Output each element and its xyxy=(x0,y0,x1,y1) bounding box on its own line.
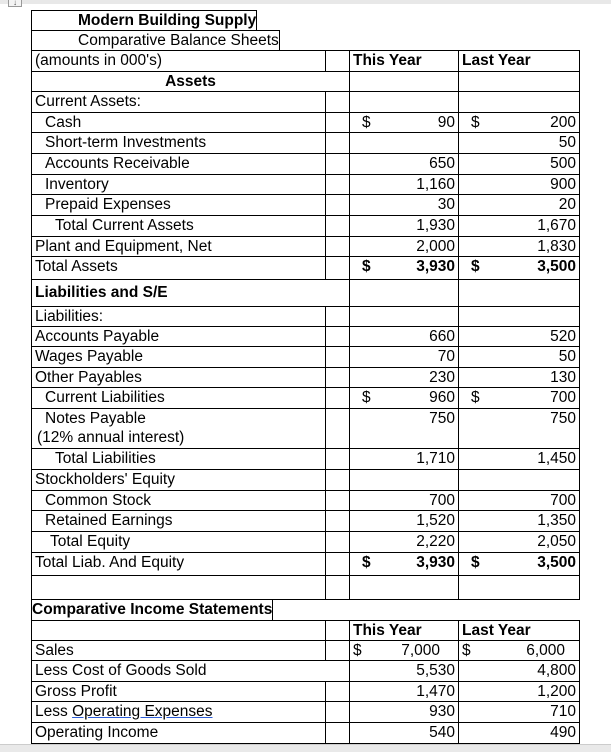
table-row xyxy=(32,307,580,327)
cell-value: 750 xyxy=(429,410,455,427)
last-year-value[interactable] xyxy=(458,681,580,702)
row-label[interactable] xyxy=(31,256,326,280)
this-year-value[interactable] xyxy=(349,531,459,553)
last-year-value[interactable] xyxy=(458,490,580,511)
this-year-value[interactable] xyxy=(349,490,459,511)
spacer-cell[interactable] xyxy=(325,640,350,661)
row-label[interactable] xyxy=(31,306,326,327)
row-label-text: Total Liab. And Equity xyxy=(35,554,185,571)
table-row xyxy=(32,388,580,409)
last-year-value[interactable] xyxy=(458,346,580,368)
row-label[interactable] xyxy=(31,490,326,511)
empty-cell[interactable] xyxy=(458,469,580,491)
cell-value: 500 xyxy=(550,155,576,172)
this-year-value[interactable] xyxy=(349,236,459,257)
row-label-text: Total Equity xyxy=(50,533,131,550)
row-label[interactable]: Less Operating Expenses xyxy=(31,701,326,723)
cell-value: 700 xyxy=(550,389,576,406)
row-label-text: Notes Payable xyxy=(45,410,146,427)
row-label[interactable]: Less Cost of Goods Sold xyxy=(31,660,350,682)
spacer-cell[interactable] xyxy=(325,326,350,347)
this-year-value[interactable] xyxy=(349,367,459,388)
row-label-text: Stockholders' Equity xyxy=(35,471,175,488)
cell-value: 6,000 xyxy=(526,642,565,659)
row-label[interactable]: Operating Income xyxy=(31,722,326,744)
company-name[interactable]: Modern Building Supply xyxy=(31,10,257,31)
section-heading-liabilities[interactable]: Liabilities and S/E xyxy=(31,279,350,307)
row-label[interactable] xyxy=(31,367,326,388)
row-label[interactable] xyxy=(31,112,326,133)
table-row xyxy=(32,216,580,237)
this-year-value[interactable] xyxy=(349,510,459,532)
last-year-value[interactable] xyxy=(458,640,580,661)
spacer-cell[interactable] xyxy=(325,112,350,133)
row-label[interactable] xyxy=(31,326,326,347)
table-row xyxy=(32,368,580,388)
grammar-underline: Operating Expenses xyxy=(72,703,213,720)
income-title-row xyxy=(32,600,580,621)
last-year-value[interactable] xyxy=(458,132,580,154)
income-row xyxy=(32,682,580,702)
cell-value: 2,220 xyxy=(416,533,455,550)
row-label[interactable] xyxy=(31,215,326,237)
table-row xyxy=(32,113,580,133)
this-year-value[interactable] xyxy=(349,722,459,744)
last-year-value[interactable] xyxy=(458,174,580,195)
last-year-value[interactable] xyxy=(458,387,580,409)
row-label[interactable] xyxy=(31,408,326,449)
row-label-text: Total Current Assets xyxy=(55,217,194,234)
row-label-text: Other Payables xyxy=(35,369,142,386)
column-header-row xyxy=(32,51,580,72)
this-year-value[interactable] xyxy=(349,701,459,723)
table-row xyxy=(32,491,580,511)
spacer-cell[interactable] xyxy=(325,387,350,409)
currency-symbol: $ xyxy=(362,258,371,275)
row-label-text: Liabilities: xyxy=(35,308,104,325)
cell-value: 200 xyxy=(550,114,576,131)
last-year-value[interactable] xyxy=(458,367,580,388)
this-year-value[interactable] xyxy=(349,215,459,237)
units-note[interactable]: (amounts in 000's) xyxy=(31,50,326,72)
currency-symbol: $ xyxy=(362,554,371,571)
row-label[interactable]: Gross Profit xyxy=(31,681,326,702)
cell-value: 520 xyxy=(550,328,576,345)
last-year-value[interactable] xyxy=(458,510,580,532)
last-year-value[interactable] xyxy=(458,660,580,682)
blank-cell[interactable] xyxy=(31,620,326,641)
table-row xyxy=(32,72,580,92)
cell-value: 50 xyxy=(558,134,576,151)
spacer-cell[interactable] xyxy=(325,448,350,470)
row-label[interactable] xyxy=(31,510,326,532)
last-year-value[interactable] xyxy=(458,408,580,449)
table-row xyxy=(32,327,580,347)
currency-symbol: $ xyxy=(471,389,480,406)
currency-symbol: $ xyxy=(462,642,471,659)
cell-value: 1,200 xyxy=(537,683,576,700)
cell-value: 930 xyxy=(429,703,455,720)
cell-value: 70 xyxy=(437,348,455,365)
last-year-value[interactable] xyxy=(458,701,580,723)
spacer-cell[interactable] xyxy=(325,346,350,368)
income-row xyxy=(32,702,580,723)
cell-value: 1,450 xyxy=(537,450,576,467)
last-year-value[interactable] xyxy=(458,552,580,576)
col-this-year[interactable]: This Year xyxy=(349,620,459,641)
empty-cell[interactable] xyxy=(458,71,580,92)
table-row xyxy=(32,409,580,449)
cell-value: 130 xyxy=(550,369,576,386)
row-label-text: Prepaid Expenses xyxy=(45,196,171,213)
this-year-value[interactable] xyxy=(349,552,459,576)
this-year-value[interactable] xyxy=(349,681,459,702)
spacer-cell[interactable] xyxy=(325,306,350,327)
empty-cell[interactable] xyxy=(458,306,580,327)
table-row xyxy=(32,154,580,175)
table-row xyxy=(32,195,580,216)
table-row xyxy=(32,133,580,154)
spacer-cell[interactable] xyxy=(325,681,350,702)
row-label-text: Accounts Receivable xyxy=(45,155,190,172)
row-label-text: Current Liabilities xyxy=(45,389,165,406)
this-year-value[interactable] xyxy=(349,256,459,280)
cell-value: 1,710 xyxy=(416,450,455,467)
row-label-text: Accounts Payable xyxy=(35,328,160,345)
this-year-value[interactable] xyxy=(349,640,459,661)
this-year-value[interactable] xyxy=(349,132,459,154)
row-label-text: Inventory xyxy=(45,176,109,193)
row-label-text: Total Liabilities xyxy=(55,450,156,467)
row-label[interactable]: Sales xyxy=(31,640,326,661)
last-year-value[interactable] xyxy=(458,531,580,553)
currency-symbol: $ xyxy=(471,114,480,131)
cell-value: 650 xyxy=(429,155,455,172)
cell-value: 7,000 xyxy=(401,642,440,659)
cell-value: 540 xyxy=(429,724,455,741)
last-year-value[interactable] xyxy=(458,112,580,133)
row-label[interactable] xyxy=(31,91,326,113)
cell-value: 30 xyxy=(437,196,455,213)
cell-value: 20 xyxy=(558,196,576,213)
empty-cell[interactable] xyxy=(349,71,459,92)
cell-value: 1,470 xyxy=(416,683,455,700)
row-label-text: Total Assets xyxy=(35,258,118,275)
spacer-cell[interactable] xyxy=(325,194,350,216)
row-label[interactable] xyxy=(31,387,326,409)
col-last-year[interactable]: Last Year xyxy=(458,620,580,641)
spacer-cell[interactable] xyxy=(325,722,350,744)
cell-value: 960 xyxy=(429,389,455,406)
currency-symbol: $ xyxy=(353,642,362,659)
table-row xyxy=(32,449,580,470)
row-label-text: Plant and Equipment, Net xyxy=(35,238,212,255)
cell-value: 710 xyxy=(550,703,576,720)
spacer-cell[interactable] xyxy=(325,620,350,641)
empty-cell[interactable] xyxy=(349,279,459,307)
last-year-value[interactable] xyxy=(458,236,580,257)
income-header-row xyxy=(32,621,580,641)
subtitle-row xyxy=(32,31,580,51)
cell-value: 3,500 xyxy=(537,554,576,571)
last-year-value[interactable] xyxy=(458,326,580,347)
currency-symbol: $ xyxy=(471,554,480,571)
row-label[interactable] xyxy=(31,552,326,576)
cell-value: 2,050 xyxy=(537,533,576,550)
row-label-text: Cash xyxy=(45,114,82,131)
cell-value: 4,800 xyxy=(537,662,576,679)
window-top-bar xyxy=(0,0,611,4)
cell-value: 3,930 xyxy=(416,554,455,571)
empty-cell[interactable] xyxy=(458,279,580,307)
empty-cell[interactable] xyxy=(349,306,459,327)
cell-value: 750 xyxy=(550,410,576,427)
cell-value: 1,520 xyxy=(416,512,455,529)
empty-cell[interactable] xyxy=(349,469,459,491)
row-label[interactable] xyxy=(31,236,326,257)
row-label-text: Current Assets: xyxy=(35,93,141,110)
cell-value: 900 xyxy=(550,176,576,193)
income-row xyxy=(32,641,580,661)
spacer-cell[interactable] xyxy=(325,701,350,723)
this-year-value[interactable] xyxy=(349,448,459,470)
row-label[interactable] xyxy=(31,153,326,175)
empty-cell[interactable] xyxy=(349,575,459,600)
cell-value: 5,530 xyxy=(416,662,455,679)
spacer-cell[interactable] xyxy=(325,256,350,280)
spacer-cell[interactable] xyxy=(325,132,350,154)
col-last-year[interactable]: Last Year xyxy=(458,50,580,72)
cell-value: 3,930 xyxy=(416,258,455,275)
table-row xyxy=(32,257,580,280)
last-year-value[interactable] xyxy=(458,448,580,470)
table-row xyxy=(32,553,580,576)
table-row xyxy=(32,237,580,257)
section-heading-assets[interactable]: Assets xyxy=(31,71,350,92)
cell-value: 660 xyxy=(429,328,455,345)
table-row xyxy=(32,470,580,491)
this-year-value[interactable] xyxy=(349,153,459,175)
spacer-cell[interactable] xyxy=(325,215,350,237)
empty-cell[interactable] xyxy=(458,575,580,600)
row-label[interactable] xyxy=(31,448,326,470)
row-label[interactable] xyxy=(31,346,326,368)
currency-symbol: $ xyxy=(362,389,371,406)
this-year-value[interactable] xyxy=(349,346,459,368)
cell-value: 1,830 xyxy=(537,238,576,255)
table-row xyxy=(32,576,580,600)
cell-value: 1,350 xyxy=(537,512,576,529)
spacer-cell[interactable] xyxy=(325,408,350,449)
spacer-cell[interactable] xyxy=(325,91,350,113)
title-row xyxy=(32,11,580,31)
spacer-cell[interactable] xyxy=(325,552,350,576)
spacer-cell[interactable] xyxy=(325,490,350,511)
table-row xyxy=(32,347,580,368)
spacer-cell[interactable] xyxy=(325,367,350,388)
spacer-cell[interactable] xyxy=(325,531,350,553)
col-this-year[interactable]: This Year xyxy=(349,50,459,72)
last-year-value[interactable] xyxy=(458,256,580,280)
cell-value: 490 xyxy=(550,724,576,741)
this-year-value[interactable] xyxy=(349,408,459,449)
row-label[interactable] xyxy=(31,174,326,195)
table-row xyxy=(32,175,580,195)
this-year-value[interactable] xyxy=(349,387,459,409)
cell-value: 90 xyxy=(437,114,455,131)
currency-symbol: $ xyxy=(362,114,371,131)
cell-value: 50 xyxy=(558,348,576,365)
report-subtitle[interactable]: Comparative Balance Sheets xyxy=(31,30,280,51)
table-move-handle-icon[interactable]: ↓ xyxy=(8,0,22,7)
this-year-value[interactable] xyxy=(349,326,459,347)
last-year-value[interactable] xyxy=(458,153,580,175)
spacer-cell[interactable] xyxy=(325,236,350,257)
last-year-value[interactable] xyxy=(458,194,580,216)
spacer-cell[interactable] xyxy=(325,50,350,72)
currency-symbol: $ xyxy=(471,258,480,275)
empty-cell[interactable] xyxy=(349,91,459,113)
this-year-value[interactable] xyxy=(349,112,459,133)
row-label[interactable] xyxy=(31,531,326,553)
cell-value: 1,670 xyxy=(537,217,576,234)
spacer-cell[interactable] xyxy=(325,575,350,600)
spacer-cell[interactable] xyxy=(325,510,350,532)
this-year-value[interactable] xyxy=(349,660,459,682)
income-row xyxy=(32,723,580,744)
row-label-text: Retained Earnings xyxy=(45,512,173,529)
last-year-value[interactable] xyxy=(458,215,580,237)
last-year-value[interactable] xyxy=(458,722,580,744)
cell-value: 700 xyxy=(550,492,576,509)
table-row xyxy=(32,92,580,113)
table-row xyxy=(32,532,580,553)
spacer-cell[interactable] xyxy=(325,174,350,195)
income-row xyxy=(32,661,580,682)
income-statement-title[interactable]: Comparative Income Statements xyxy=(31,599,273,621)
this-year-value[interactable] xyxy=(349,194,459,216)
this-year-value[interactable] xyxy=(349,174,459,195)
cell-value: 3,500 xyxy=(537,258,576,275)
table-row xyxy=(32,511,580,532)
cell-value: 1,930 xyxy=(416,217,455,234)
cell-value: 700 xyxy=(429,492,455,509)
cell-value: 2,000 xyxy=(416,238,455,255)
row-label-note: (12% annual interest) xyxy=(37,429,185,446)
row-label[interactable] xyxy=(31,132,326,154)
row-label-text: Short-term Investments xyxy=(45,134,207,151)
row-label[interactable] xyxy=(31,194,326,216)
cell-value: 1,160 xyxy=(416,176,455,193)
row-label-text: Wages Payable xyxy=(35,348,143,365)
row-label-text: Common Stock xyxy=(45,492,151,509)
spacer-cell[interactable] xyxy=(325,153,350,175)
cell-value: 230 xyxy=(429,369,455,386)
empty-cell[interactable] xyxy=(458,91,580,113)
table-row xyxy=(32,280,580,307)
spacer-cell[interactable] xyxy=(325,469,350,491)
row-label[interactable] xyxy=(31,469,326,491)
blank-cell[interactable] xyxy=(31,575,326,600)
